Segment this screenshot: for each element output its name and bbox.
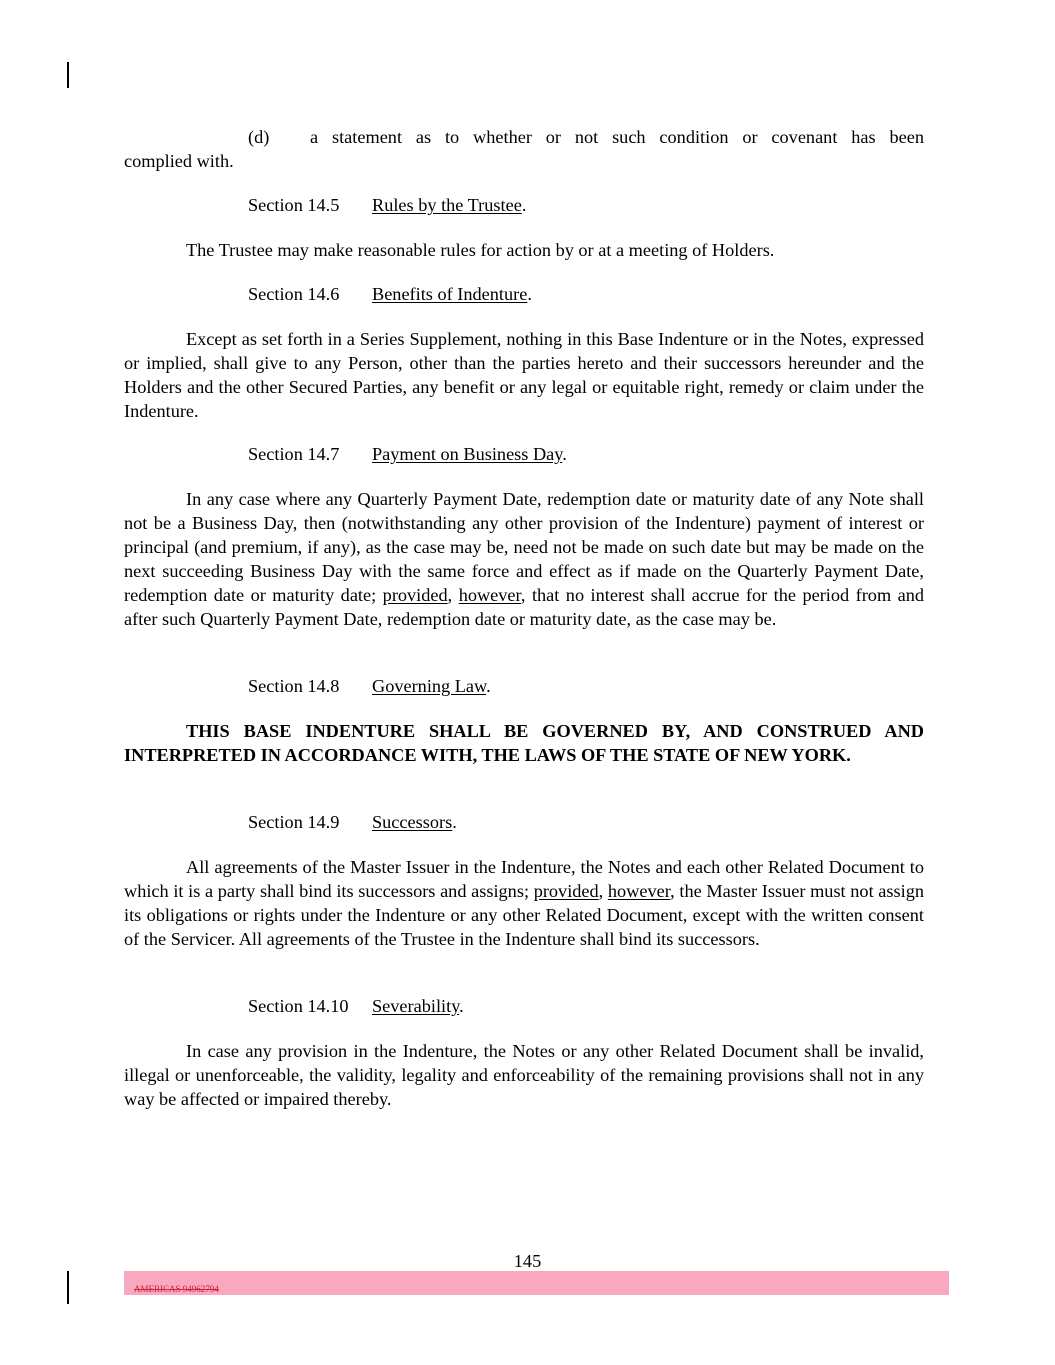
section-title: Benefits of Indenture	[372, 284, 528, 304]
body-text: In any case where any Quarterly Payment Date, redemption date or maturity date of any Note shall not be a Business Day, then (notwithstanding any other provision of the Indenture) payment of interest or principal (and premium, if any), as the case may be, need not be made on such date but may be made on the next succeeding Business Day with the same force and effect as if made on the Quarterly Payment Date, redemption date or maturity date;	[124, 489, 924, 605]
section-heading-14-8: Section 14.8 Governing Law.	[248, 676, 491, 696]
however-term: however	[607, 881, 671, 901]
item-d-label: (d)	[248, 127, 270, 147]
section-title: Payment on Business Day	[372, 444, 563, 464]
change-bar-top	[67, 62, 69, 88]
section-heading-14-6: Section 14.6 Benefits of Indenture.	[248, 284, 532, 304]
footer-band	[124, 1271, 949, 1295]
section-number: Section 14.10	[248, 996, 349, 1016]
section-body-14-6: Except as set forth in a Series Supplement, nothing in this Base Indenture or in the Notes, expressed or implied, shall give to any Person, other than the parties hereto and their successors hereunder and the Holders and the other Secured Parties, any benefit or any legal or equitable right, remedy or claim under the Indenture.	[124, 329, 924, 421]
section-number: Section 14.7	[248, 444, 340, 464]
section-body-14-5: The Trustee may make reasonable rules for action by or at a meeting of Holders.	[186, 240, 775, 260]
however-term: however	[458, 585, 521, 605]
provided-term: provided	[382, 585, 448, 605]
item-d-line2: complied with.	[124, 151, 234, 171]
section-title: Rules by the Trustee	[372, 195, 522, 215]
change-bar-bottom	[67, 1271, 69, 1304]
section-title: Successors	[372, 812, 453, 832]
section-number: Section 14.5	[248, 195, 340, 215]
item-d-line1: a statement as to whether or not such condition or covenant has been	[310, 127, 924, 147]
section-body-14-8: THIS BASE INDENTURE SHALL BE GOVERNED BY, AND CONSTRUED AND INTERPRETED IN ACCORDANCE WITH, THE LAWS OF THE STATE OF NEW YORK.	[124, 721, 924, 765]
section-number: Section 14.6	[248, 284, 340, 304]
section-heading-14-5: Section 14.5 Rules by the Trustee.	[248, 195, 527, 215]
section-body-14-7: In any case where any Quarterly Payment Date, redemption date or maturity date of any Note shall not be a Business Day, then (notwithstanding any other provision of the Indenture) payment of interest or principal (and premium, if any), as the case may be, need not be made on such date but may be made on the next succeeding Business Day with the same force and effect as if made on the Quarterly Payment Date, redemption date or maturity date; provided, however, that no interest shall accrue for the period from and after such Quarterly Payment Date, redemption date or maturity date, as the case may be.	[124, 489, 925, 629]
section-number: Section 14.8	[248, 676, 340, 696]
provided-term: provided	[533, 881, 599, 901]
section-title: Governing Law	[372, 676, 487, 696]
section-body-14-9: All agreements of the Master Issuer in the Indenture, the Notes and each other Related Document to which it is a party shall bind its successors and assigns; provided, however, the Master Issuer must not assign its obligations or rights under the Indenture or any other Related Document, except with the written consent of the Servicer. All agreements of the Trustee in the Indenture shall bind its successors.	[124, 857, 925, 949]
section-heading-14-10: Section 14.10 Severability.	[248, 996, 464, 1016]
section-title: Severability	[372, 996, 460, 1016]
body-text: that no interest shall accrue for the period from and after such Quarterly Payment Date, redemption date or maturity date, as the case may be.	[124, 585, 925, 629]
section-number: Section 14.9	[248, 812, 340, 832]
section-body-14-10: In case any provision in the Indenture, the Notes or any other Related Document shall be invalid, illegal or unenforceable, the validity, legality and enforceability of the remaining provisions shall not in any way be affected or impaired thereby.	[124, 1041, 924, 1109]
body-text: the Master Issuer must not assign its obligations or rights under the Indenture or any other Related Document, except with the written consent of the Servicer. All agreements of the Trustee in the Indenture shall bind its successors.	[124, 881, 925, 949]
document-id: AMERICAS 94962794	[134, 1284, 219, 1294]
section-heading-14-9: Section 14.9 Successors.	[248, 812, 457, 832]
section-heading-14-7: Section 14.7 Payment on Business Day.	[248, 444, 567, 464]
item-d	[124, 125, 924, 173]
page-number: 145	[513, 1251, 542, 1271]
body-text: All agreements of the Master Issuer in the Indenture, the Notes and each other Related Document to which it is a party shall bind its successors and assigns;	[124, 857, 924, 901]
